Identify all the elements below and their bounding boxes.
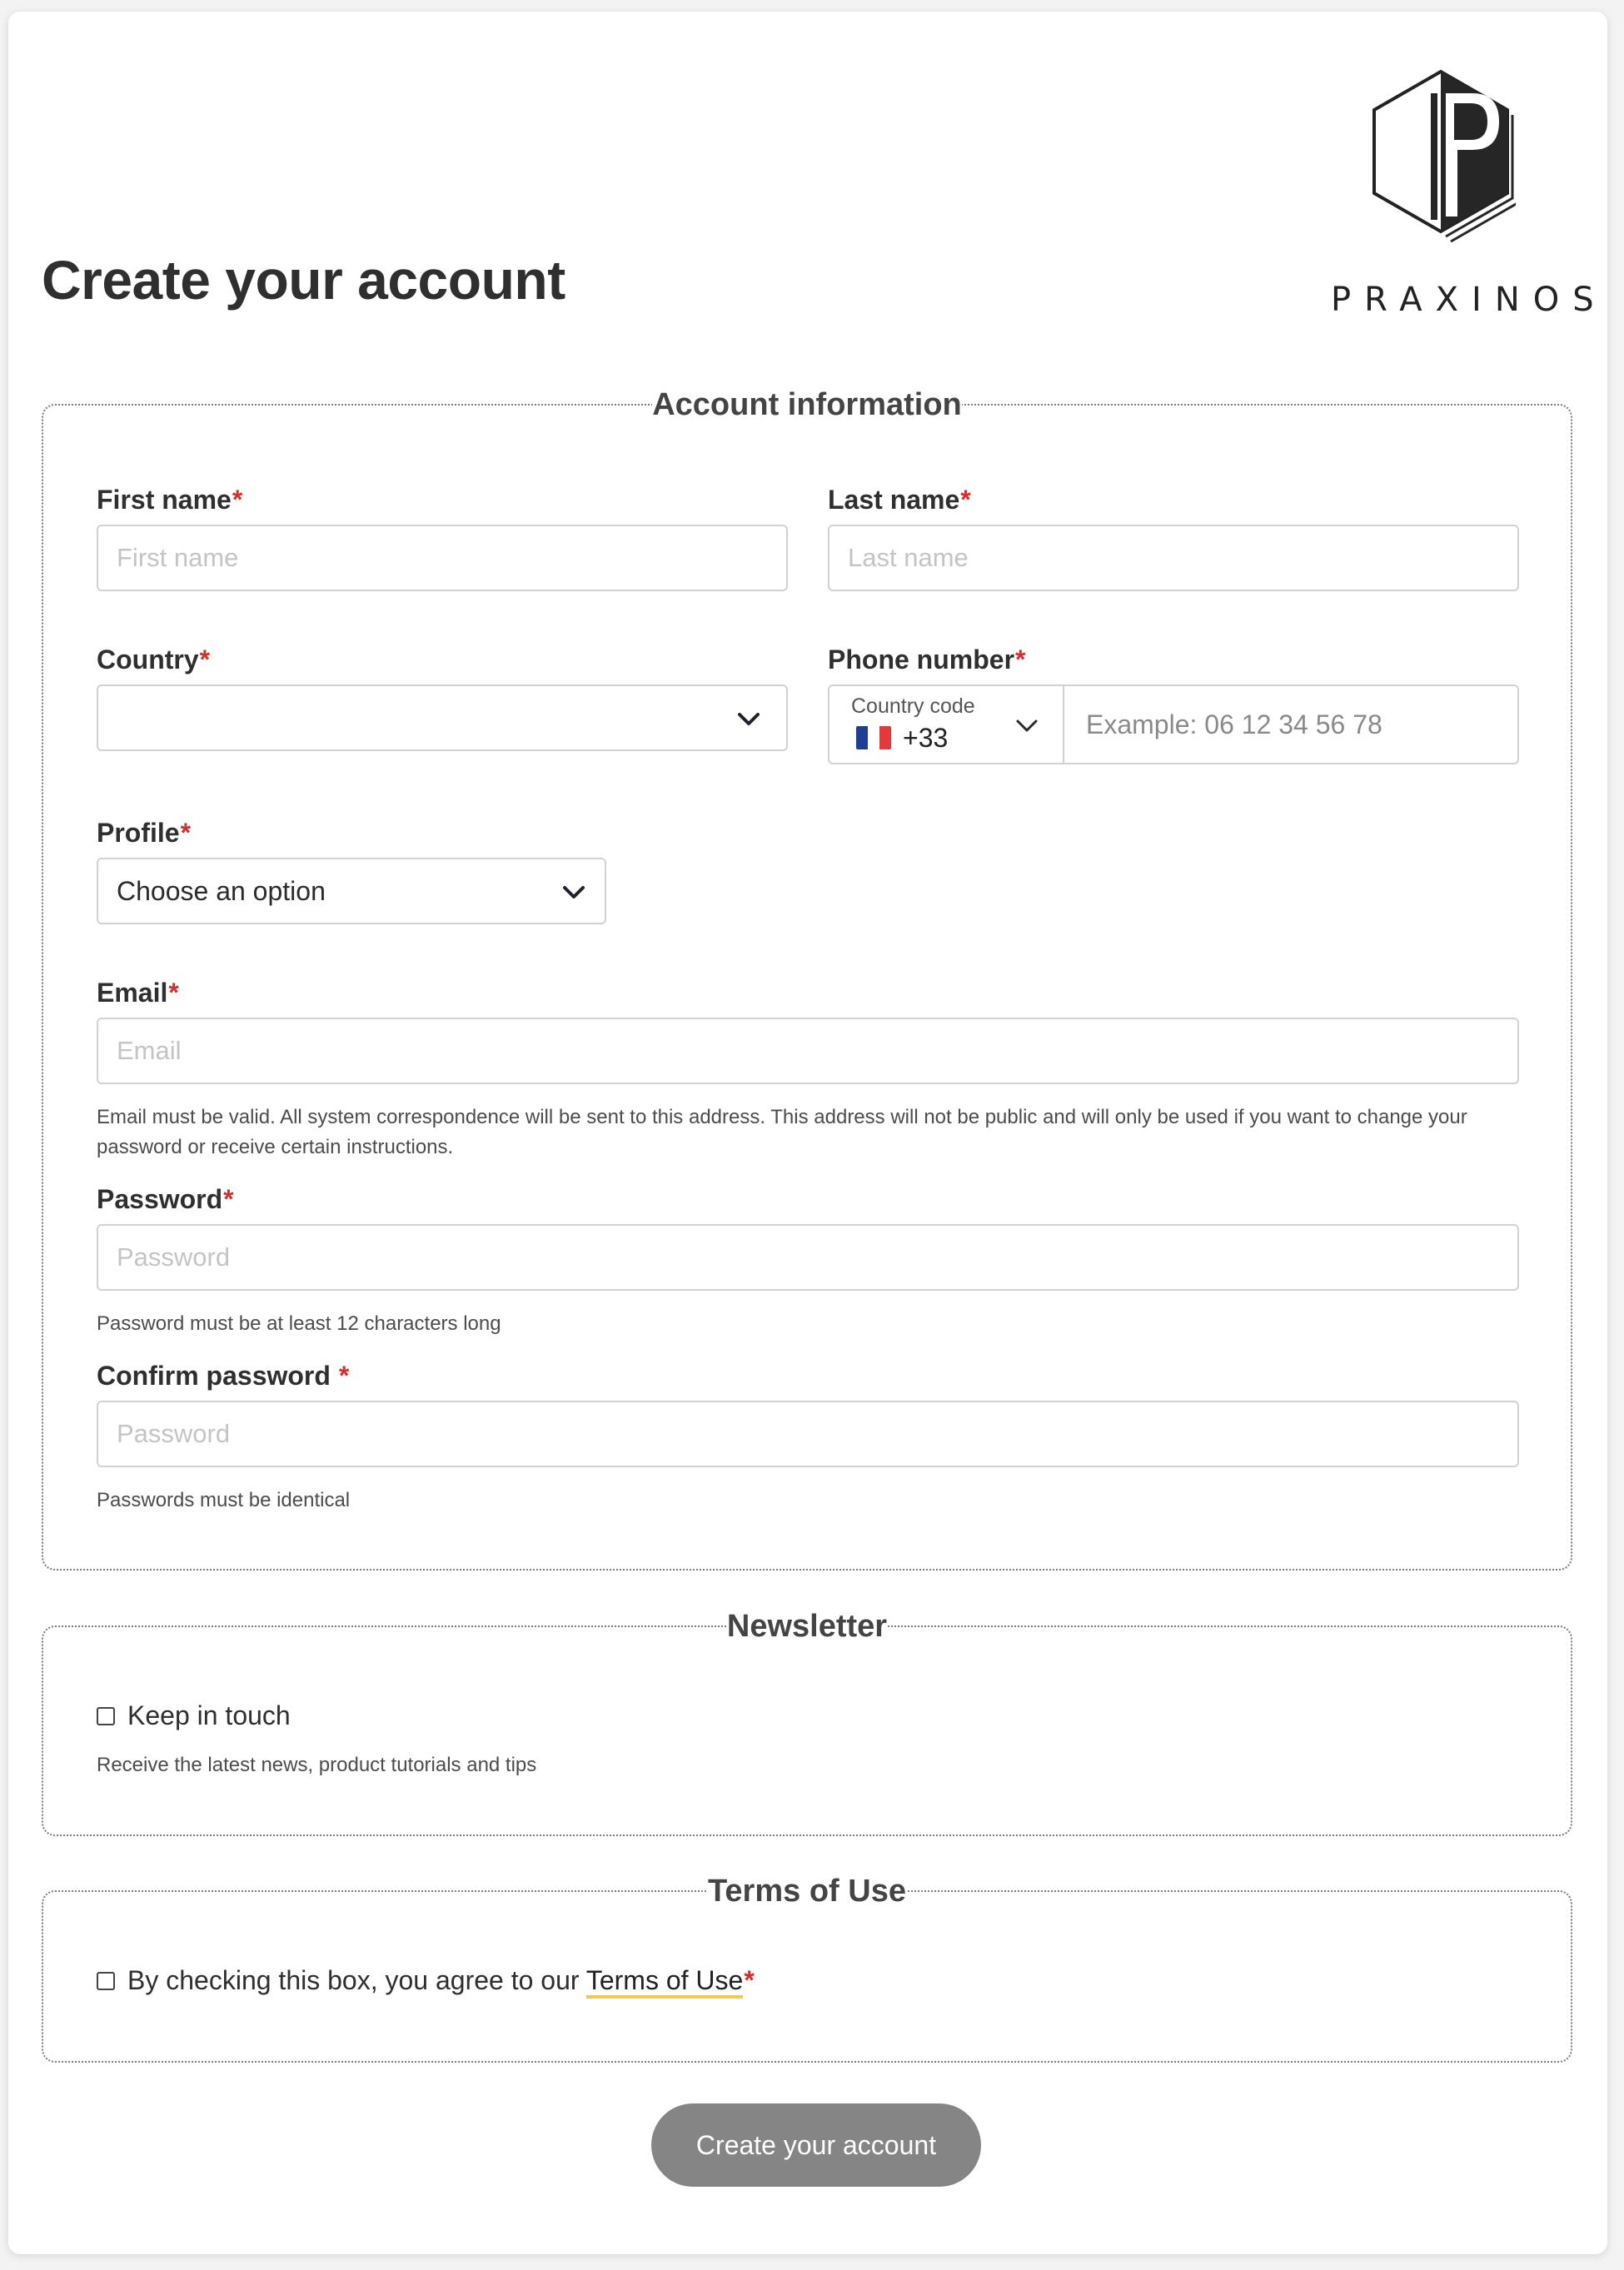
phone-number-label <box>828 643 1025 676</box>
phone-number-label-text: Phone number <box>828 645 1015 675</box>
country-select[interactable] <box>97 684 788 751</box>
logo-wordmark: PRAXINOS <box>1331 281 1607 319</box>
last-name-input[interactable] <box>828 525 1519 591</box>
confirm-password-help-text: Passwords must be identical <box>97 1489 351 1511</box>
last-name-label-text: Last name <box>828 485 960 515</box>
required-mark: * <box>223 1184 234 1214</box>
phone-number-input[interactable] <box>1066 686 1516 763</box>
chevron-down-icon <box>736 711 761 728</box>
first-name-label <box>97 483 242 516</box>
required-mark: * <box>199 645 211 675</box>
first-name-label-text: First name <box>97 485 232 515</box>
keep-in-touch-label[interactable]: Keep in touch <box>127 1700 291 1730</box>
france-flag-icon <box>856 726 891 749</box>
terms-of-use-link[interactable]: Terms of Use <box>586 1965 743 1999</box>
newsletter-legend: Newsletter <box>726 1609 888 1644</box>
password-help-text: Password must be at least 12 characters long <box>97 1312 501 1335</box>
email-input[interactable] <box>97 1018 1519 1084</box>
country-label-text: Country <box>97 645 199 675</box>
required-mark: * <box>180 818 192 848</box>
chevron-down-icon <box>561 884 586 901</box>
confirm-password-input[interactable] <box>97 1401 1519 1467</box>
country-label <box>97 643 210 676</box>
chevron-down-icon <box>1014 718 1039 734</box>
page-title: Create your account <box>42 249 565 311</box>
country-code-value: +33 <box>903 723 949 753</box>
required-mark: * <box>744 1965 755 1995</box>
required-mark: * <box>960 485 971 515</box>
confirm-password-label <box>97 1359 349 1392</box>
create-account-button[interactable]: Create your account <box>651 2103 981 2187</box>
required-mark: * <box>168 978 179 1008</box>
email-label-text: Email <box>97 978 168 1008</box>
terms-legend: Terms of Use <box>708 1874 906 1909</box>
keep-in-touch-checkbox[interactable] <box>97 1707 115 1725</box>
email-label <box>97 976 179 1009</box>
password-input[interactable] <box>97 1224 1519 1291</box>
confirm-password-label-text: Confirm password <box>97 1361 338 1391</box>
profile-select[interactable] <box>97 858 606 924</box>
country-code-label: Country code <box>851 694 975 718</box>
email-help-text: Email must be valid. All system correspondence will be sent to this address. This address will not be public and will only be used if you want to change your password or receive certain instructions. <box>97 1106 1467 1158</box>
profile-selected-value: Choose an option <box>117 876 326 906</box>
required-mark: * <box>1015 645 1026 675</box>
praxinos-logo-icon <box>1366 68 1516 251</box>
country-code-select[interactable] <box>829 686 1064 763</box>
terms-checkbox[interactable] <box>97 1972 115 1990</box>
signup-card <box>8 12 1607 2254</box>
password-label <box>97 1182 234 1216</box>
password-label-text: Password <box>97 1184 223 1214</box>
praxinos-logo <box>1331 68 1607 326</box>
profile-label <box>97 816 191 849</box>
required-mark: * <box>232 485 243 515</box>
account-information-legend: Account information <box>652 387 962 422</box>
last-name-label <box>828 483 971 516</box>
terms-prefix-text: By checking this box, you agree to our <box>127 1965 586 1995</box>
phone-number-field <box>828 684 1519 764</box>
terms-agreement-text <box>127 1964 755 1997</box>
first-name-input[interactable] <box>97 525 788 591</box>
newsletter-help-text: Receive the latest news, product tutorials and tips <box>97 1754 537 1776</box>
required-mark: * <box>338 1361 350 1391</box>
profile-label-text: Profile <box>97 818 180 848</box>
